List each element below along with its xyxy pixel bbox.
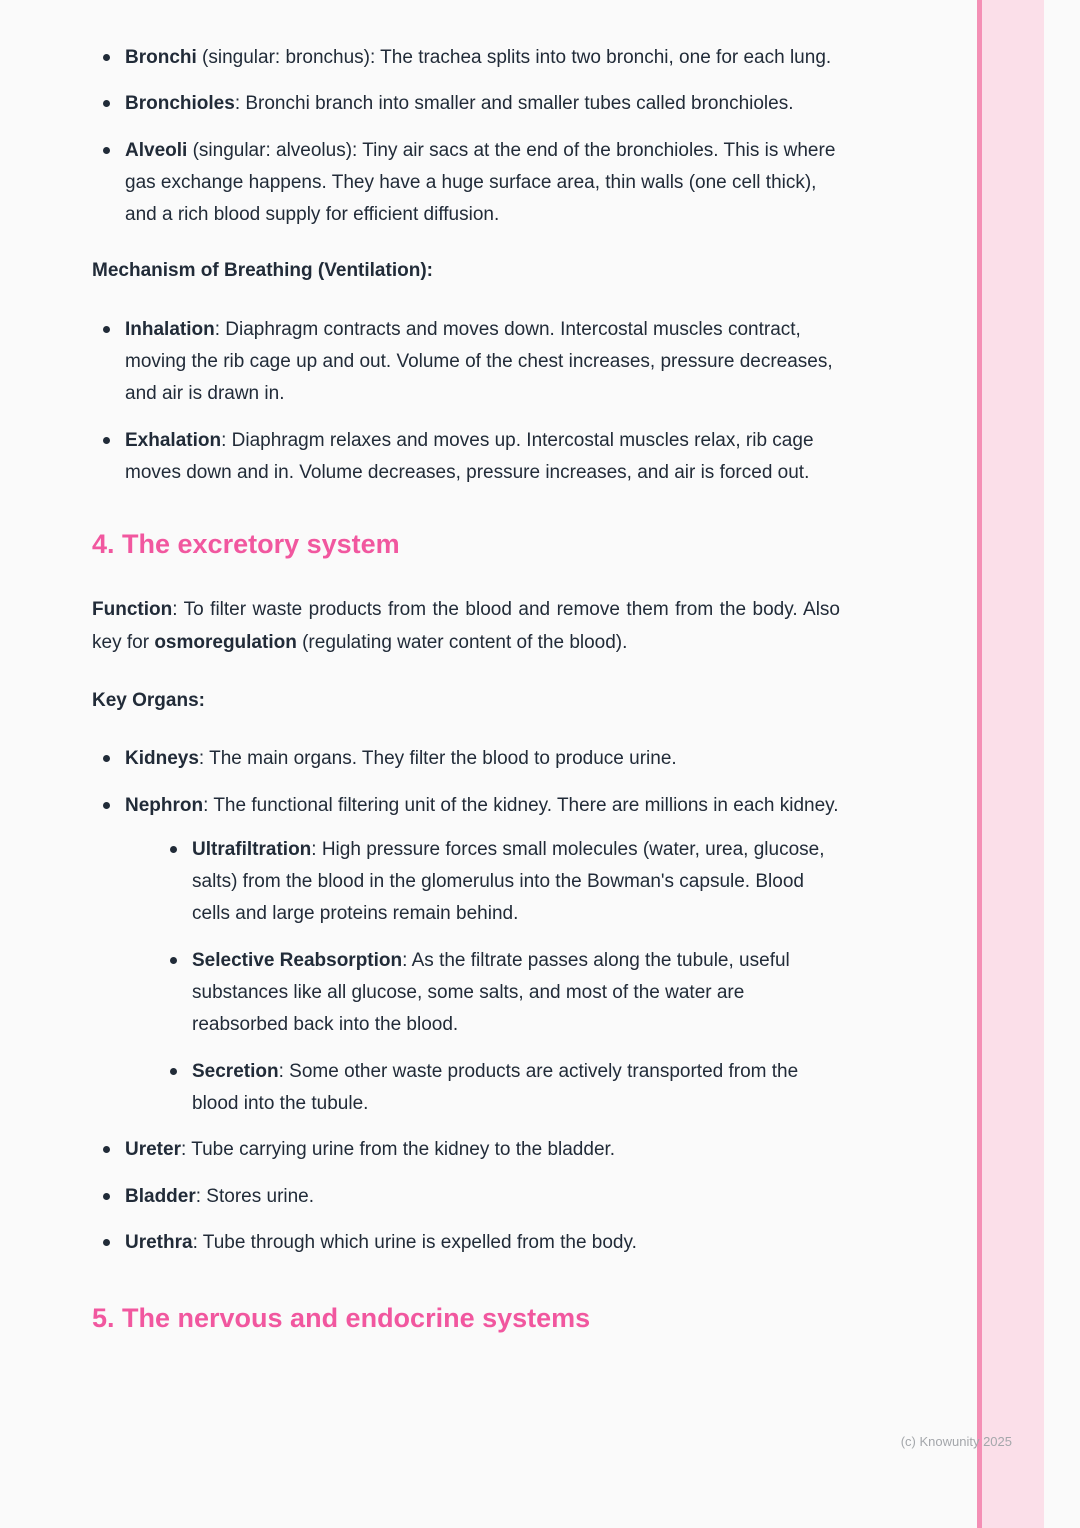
nephron-process-sublist (159, 834, 840, 1120)
page-edge-stripe (982, 0, 1044, 1528)
list-item (92, 1134, 840, 1166)
list-item (92, 135, 840, 232)
section-heading-nervous: 5. The nervous and endocrine systems (92, 1303, 591, 1334)
item-text: : Diaphragm relaxes and moves up. Intercostal muscles relax, rib cage moves down and in. Volume decreases, pressure increases, and air is forced out. (125, 429, 814, 483)
item-text: : High pressure forces small molecules (water, urea, glucose, salts) from the blood in the glomerulus into the Bowman's capsule. Blood cells and large proteins remain behind. (192, 838, 825, 925)
term-label: Bladder (125, 1185, 196, 1207)
term-label: Ultrafiltration (192, 838, 312, 860)
item-text: : Bronchi branch into smaller and smaller tubes called bronchioles. (234, 93, 794, 115)
item-text: : Stores urine. (195, 1185, 315, 1207)
paragraph-text: (regulating water content of the blood). (296, 631, 628, 653)
list-item (92, 425, 840, 490)
mechanism-list (92, 314, 840, 489)
list-item (92, 743, 840, 775)
term-label: Exhalation (125, 429, 222, 451)
term-label: Nephron (125, 794, 204, 816)
term-label: Selective Reabsorption (192, 949, 403, 971)
list-item (92, 1181, 840, 1213)
list-item (159, 1056, 840, 1121)
list-item (92, 314, 840, 411)
respiratory-structures-list (92, 42, 840, 231)
list-item (159, 834, 840, 931)
page-edge-stripe-line (977, 0, 982, 1528)
document-content (92, 0, 840, 1368)
function-paragraph (92, 594, 840, 659)
item-text: : Diaphragm contracts and moves down. Intercostal muscles contract, moving the rib cage up and out. Volume of the chest increases, pressure decreases, and air is drawn in. (125, 318, 833, 405)
term-label: osmoregulation (154, 631, 297, 653)
term-label: Kidneys (125, 748, 199, 770)
mechanism-heading: Mechanism of Breathing (Ventilation): (92, 260, 433, 282)
list-item (92, 88, 840, 120)
item-text: : The main organs. They filter the blood to produce urine. (198, 748, 677, 770)
list-item (92, 790, 840, 1121)
item-text: : Some other waste products are actively transported from the blood into the tubule. (192, 1060, 799, 1114)
item-text: : As the filtrate passes along the tubule, useful substances like all glucose, some salts, and most of the water are reabsorbed back into the blood. (192, 949, 790, 1036)
paragraph-text: : To filter waste products from the blood and remove them from the body. Also key for (92, 599, 840, 653)
term-label: Bronchi (125, 47, 197, 68)
term-label: Alveoli (125, 139, 188, 161)
list-item (92, 42, 840, 74)
term-label: Ureter (125, 1139, 181, 1161)
list-item (92, 1227, 840, 1259)
item-text: (singular: bronchus): The trachea splits into two bronchi, one for each lung. (196, 47, 832, 68)
key-organs-heading: Key Organs: (92, 689, 205, 711)
term-label: Function (92, 599, 173, 621)
term-label: Urethra (125, 1231, 193, 1253)
term-label: Secretion (192, 1060, 279, 1082)
term-label: Inhalation (125, 318, 215, 340)
key-organs-list (92, 743, 840, 1259)
item-text: : Tube through which urine is expelled from the body. (192, 1231, 637, 1253)
item-text: : Tube carrying urine from the kidney to the bladder. (180, 1139, 616, 1161)
watermark-copyright: (c) Knowunity 2025 (900, 1434, 1012, 1449)
item-text: : The functional filtering unit of the kidney. There are millions in each kidney. (203, 794, 839, 816)
term-label: Bronchioles (125, 93, 235, 115)
section-heading-excretory: 4. The excretory system (92, 529, 400, 560)
item-text: (singular: alveolus): Tiny air sacs at the end of the bronchioles. This is where gas exchange happens. They have a huge surface area, thin walls (one cell thick), and a rich blood supply for efficient diffusion. (125, 139, 836, 226)
list-item (159, 945, 840, 1042)
